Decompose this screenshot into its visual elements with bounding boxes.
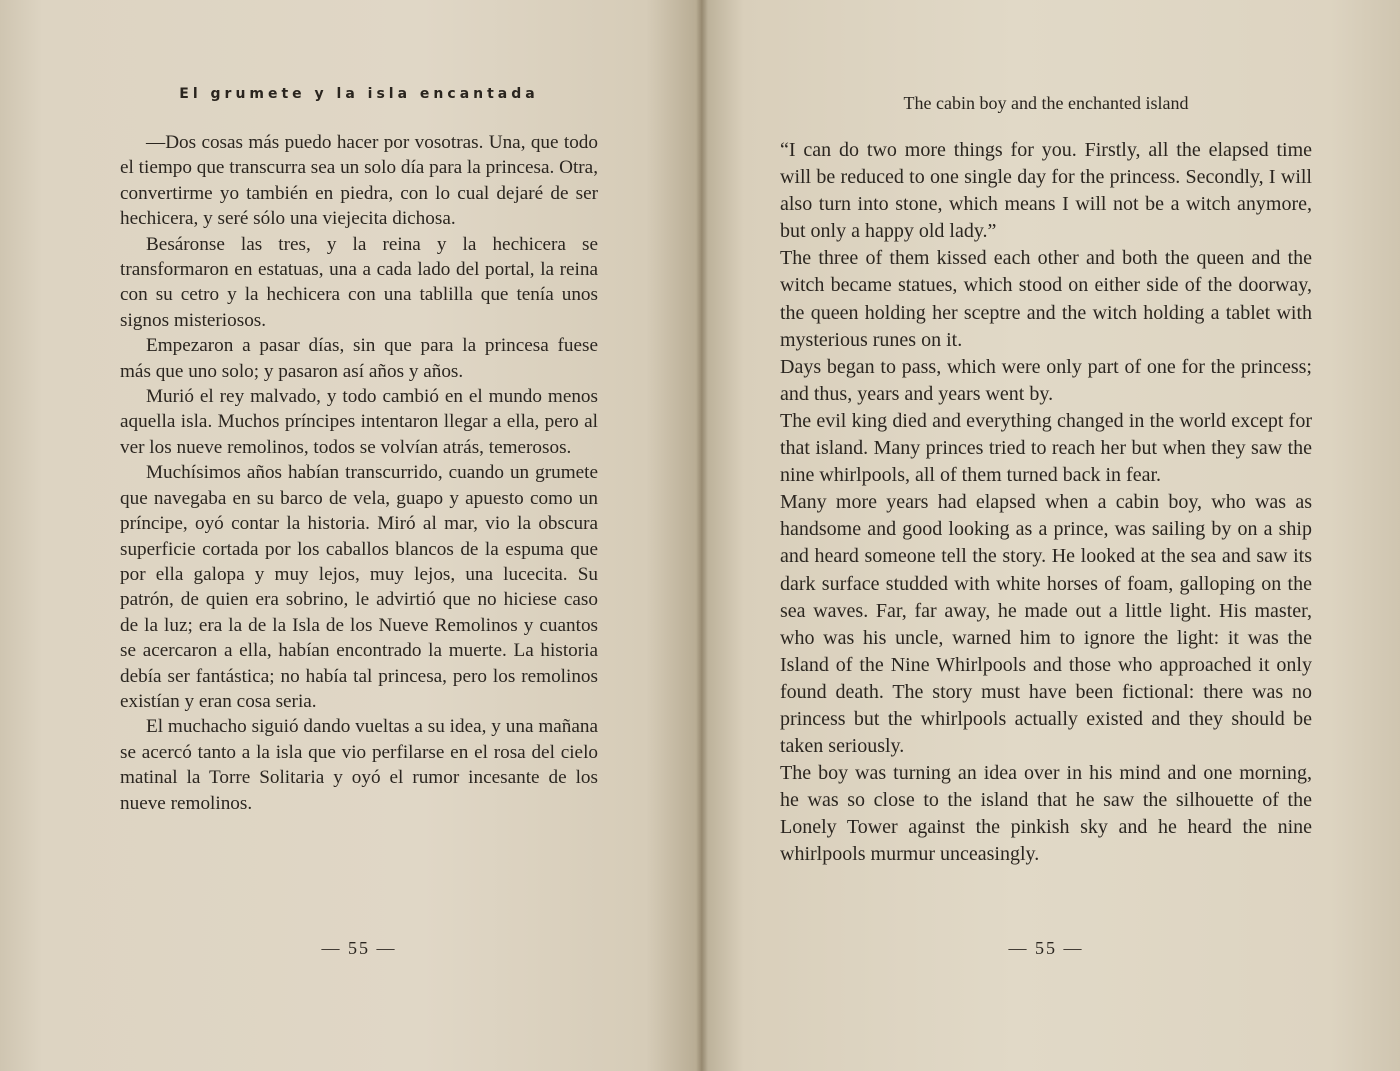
paragraph: Besáronse las tres, y la reina y la hechicera se transformaron en estatuas, una a cada lado del portal, la reina con su cetro y la hechicera con una tablilla que tenía unos signos misteriosos.	[120, 233, 598, 331]
page-number-right: — 55 —	[1008, 938, 1084, 958]
running-head-spanish: El grumete y la isla encantada	[179, 86, 539, 102]
paragraph: Empezaron a pasar días, sin que para la princesa fuese más que uno solo; y pasaron así años y años.	[120, 335, 598, 382]
page-number-left: — 55 —	[321, 938, 397, 958]
body-text-english	[780, 137, 1312, 869]
running-head-english: The cabin boy and the enchanted island	[903, 93, 1189, 113]
body-text-spanish	[120, 130, 598, 816]
paragraph: Muchísimos años habían transcurrido, cuando un grumete que navegaba en su barco de vela, guapo y apuesto como un príncipe, oyó contar la historia. Miró al mar, vio la obscura superficie cortada por los caballos blancos de la espuma que por ella galopa y muy lejos, muy lejos, una lucecita. Su patrón, de quien era sobrino, le advirtió que no hiciese caso de la luz; era la de la Isla de los Nueve Remolinos y cuantos se acercaron a ella, habían encontrado la muerte. La historia debía ser fantástica; no había tal princesa, pero los remolinos existían y eran cosa seria.	[120, 462, 598, 712]
paragraph: —Dos cosas más puedo hacer por vosotras. Una, que todo el tiempo que transcurra sea un solo día para la princesa. Otra, convertirme yo también en piedra, con lo cual dejaré de ser hechicera, y seré sólo una viejecita dichosa.	[120, 132, 598, 230]
right-page	[702, 0, 1400, 1071]
paragraph: The boy was turning an idea over in his mind and one morning, he was so close to the island that he saw the silhouette of the Lonely Tower against the pinkish sky and he heard the nine whirlpools murmur unceasingly.	[780, 762, 1312, 866]
paragraph: Many more years had elapsed when a cabin boy, who was as handsome and good looking as a prince, was sailing by on a ship and heard someone tell the story. He looked at the sea and saw its dark surface studded with white horses of foam, galloping on the sea waves. Far, far away, he made out a little light. His master, who was his uncle, warned him to ignore the light: it was the Island of the Nine Whirlpools and those who approached it only found death. The story must have been fictional: there was no princess but the whirlpools actually existed and they should be taken seriously.	[780, 491, 1312, 758]
paragraph: “I can do two more things for you. Firstly, all the elapsed time will be reduced to one single day for the princess. Secondly, I will also turn into stone, which means I will not be a witch anymore, but only a happy old lady.”	[780, 139, 1312, 243]
paragraph: Days began to pass, which were only part of one for the princess; and thus, years and years went by.	[780, 355, 1312, 405]
paragraph: Murió el rey malvado, y todo cambió en el mundo menos aquella isla. Muchos príncipes intentaron llegar a ella, pero al ver los nueve remolinos, todos se volvían atrás, temerosos.	[120, 386, 598, 458]
paragraph: The three of them kissed each other and both the queen and the witch became statues, which stood on either side of the doorway, the queen holding her sceptre and the witch holding a tablet with mysterious runes on it.	[780, 247, 1312, 351]
paragraph: El muchacho siguió dando vueltas a su idea, y una mañana se acercó tanto a la isla que vio perfilarse en el rosa del cielo matinal la Torre Solitaria y oyó el rumor incesante de los nueve remolinos.	[120, 716, 598, 814]
book-gutter	[696, 0, 708, 1071]
paragraph: The evil king died and everything changed in the world except for that island. Many princes tried to reach her but when they saw the nine whirlpools, all of them turned back in fear.	[780, 409, 1312, 487]
